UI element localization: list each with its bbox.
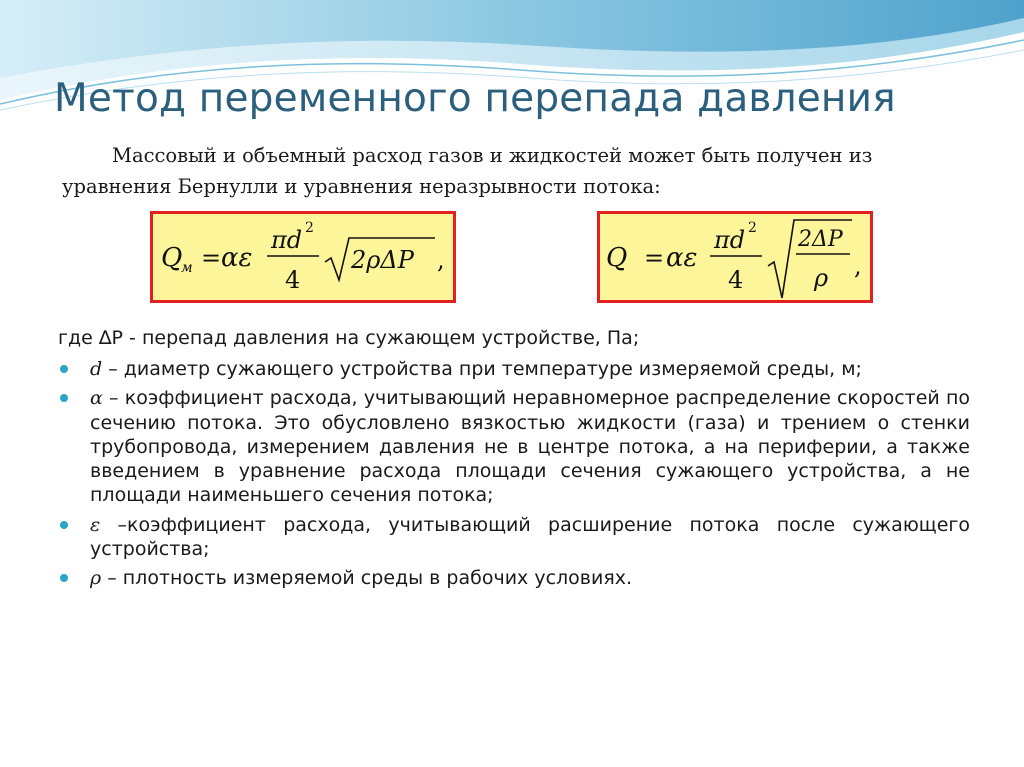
definition-text: – коэффициент расхода, учитывающий неравномерное распределение скоростей по сечению потока. Это обусловлено вязкостью жидкости (газа) и трением о стенки трубопровода, измерением давления не в центре потока, а на периферии, а также введением в уравнение расхода площади сечения сужающего устройства, а не площади наименьшего сечения потока; [90,387,970,507]
mass-formula-den: 4 [285,266,301,294]
volume-formula-rad-num: 2ΔP [798,227,843,252]
mass-formula-lhs-sub: м [181,260,193,276]
mass-flow-formula-box [150,211,456,303]
mass-formula-num: πd [271,226,303,254]
mass-formula-trail: , [437,246,445,274]
volume-flow-formula [600,214,870,300]
list-item [58,566,970,590]
mass-formula-num-sup: 2 [305,220,314,236]
volume-formula-num-sup: 2 [748,220,757,236]
list-item [58,386,970,507]
bullet-dot-icon [60,365,68,373]
list-item [58,357,970,381]
mass-formula-radicand: 2ρΔP [351,246,414,274]
mass-formula-coef: αε [221,243,253,273]
bullet-dot-icon [60,521,68,529]
volume-formula-lhs: Q [606,243,628,273]
volume-formula-rad-den: ρ [814,264,829,292]
definitions-list [58,357,970,596]
intro-paragraph [62,140,972,202]
volume-flow-formula-box [597,211,873,303]
bullet-dot-icon [60,394,68,402]
intro-text: Массовый и объемный расход газов и жидкостей может быть получен из уравнения Бернулли и уравнения неразрывности потока: [62,144,873,198]
definition-symbol: α [90,387,103,410]
definition-symbol: ε [90,513,101,536]
where-line: где ∆P - перепад давления на сужающем устройстве, Па; [58,327,640,349]
bullet-dot-icon [60,574,68,582]
definition-symbol: d [90,358,103,380]
list-item [58,513,970,562]
volume-formula-num: πd [714,226,746,254]
volume-formula-den: 4 [728,266,744,294]
definition-text: – диаметр сужающего устройства при температуре измеряемой среды, м; [102,358,862,380]
volume-formula-coef: αε [666,243,698,273]
mass-formula-eq: = [201,244,222,272]
volume-formula-eq: = [644,244,665,272]
definition-text: – плотность измеряемой среды в рабочих условиях. [101,567,633,590]
mass-flow-formula [153,214,453,300]
slide-title: Метод переменного перепада давления [54,76,896,121]
definition-text: –коэффициент расхода, учитывающий расширение потока после сужающего устройства; [90,513,970,561]
definition-symbol: ρ [90,567,102,590]
volume-formula-trail: , [854,252,862,280]
mass-formula-lhs: Q [161,243,183,273]
